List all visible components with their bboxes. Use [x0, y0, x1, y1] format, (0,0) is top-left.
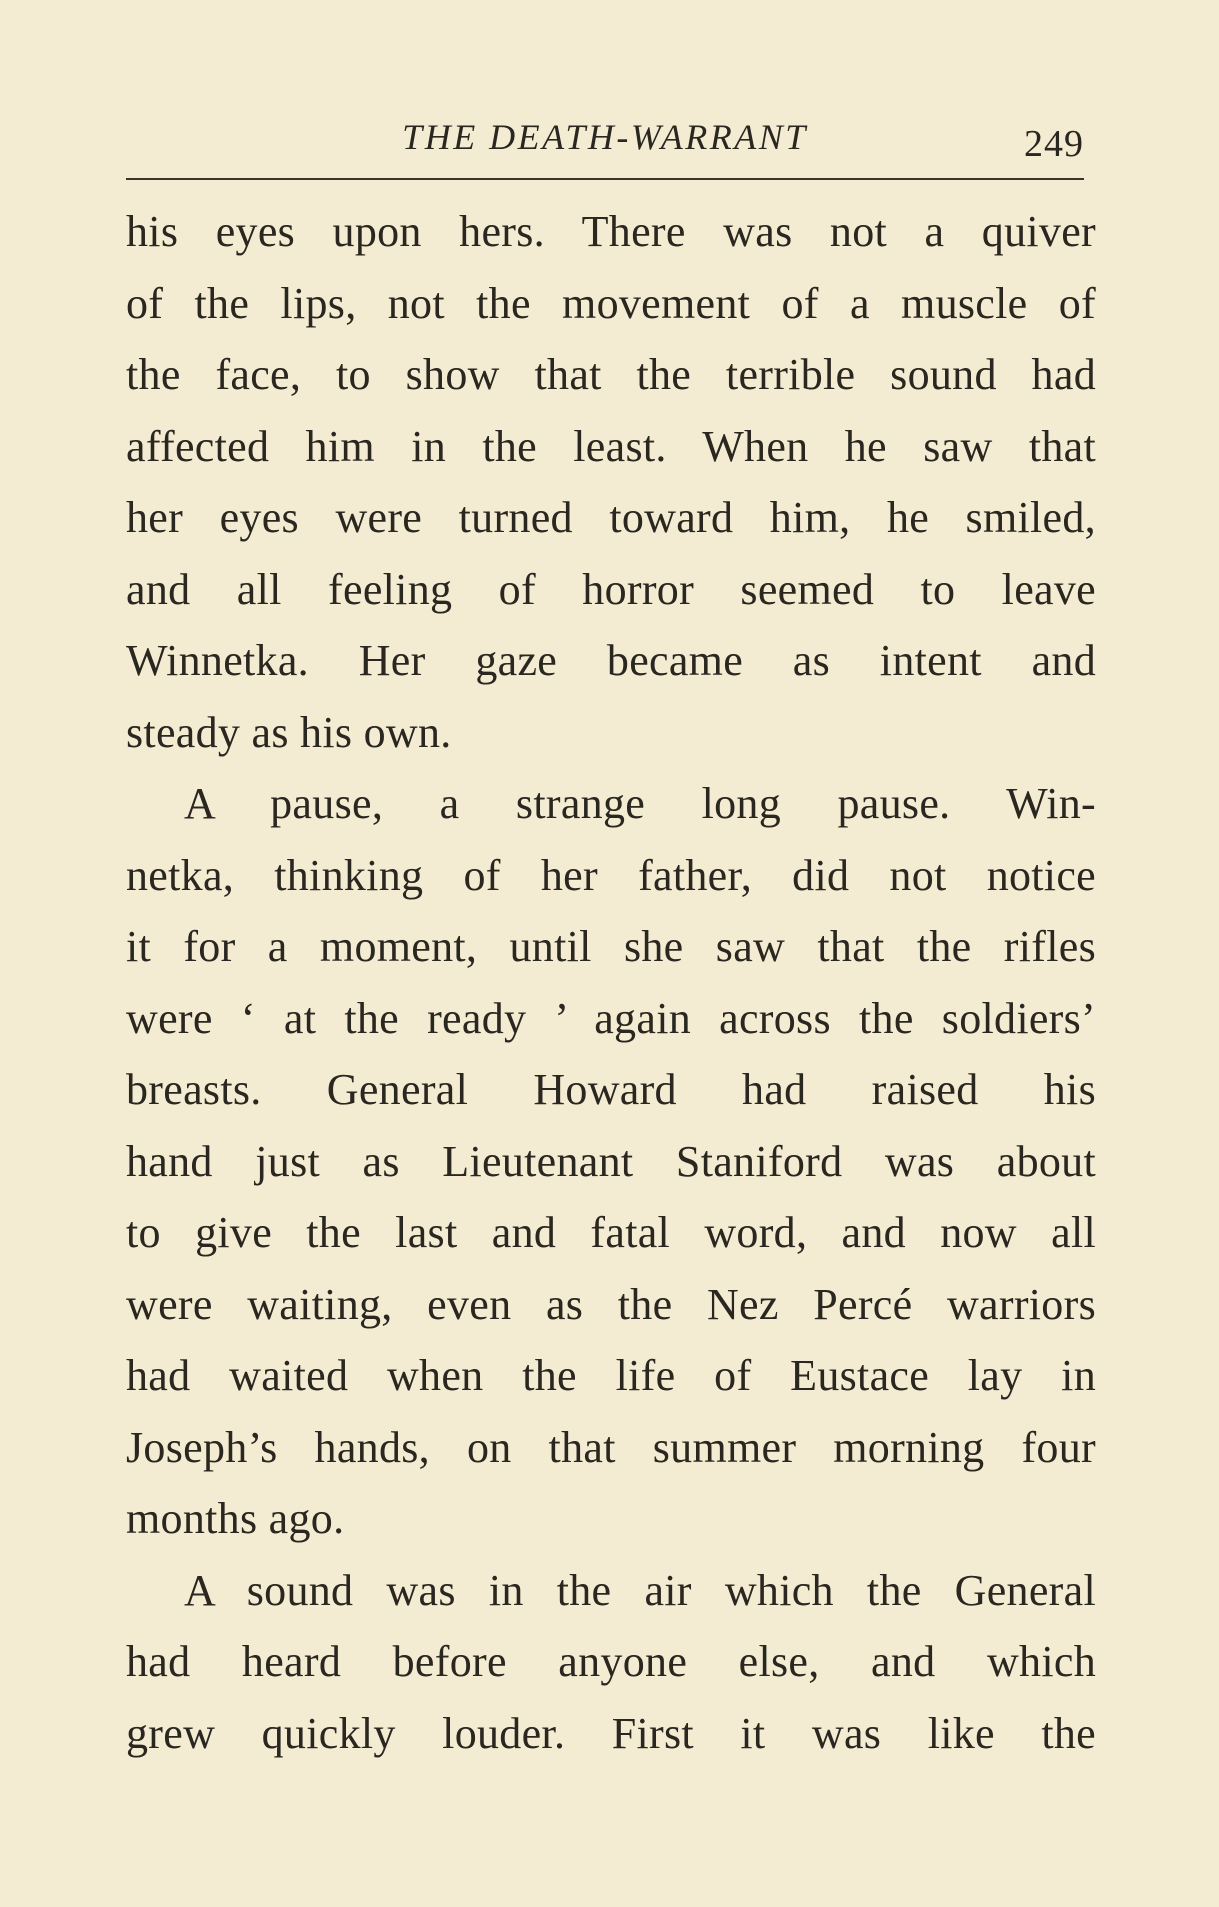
text-line: were ‘ at the ready ’ again across the soldiers’	[126, 993, 1096, 1043]
text-line: had waited when the life of Eustace lay in	[126, 1351, 1096, 1400]
text-line: steady as his own.	[126, 707, 452, 757]
text-line: affected him in the least. When he saw that	[126, 421, 1096, 471]
text-line: to give the last and fatal word, and now all	[126, 1208, 1096, 1257]
text-line: of the lips, not the movement of a muscle of	[126, 278, 1096, 328]
text-line: A pause, a strange long pause. Win-	[184, 779, 1096, 828]
text-line: hand just as Lieutenant Staniford was about	[126, 1136, 1096, 1186]
text-line: his eyes upon hers. There was not a quiver	[126, 207, 1096, 256]
text-line: Winnetka. Her gaze became as intent and	[126, 636, 1096, 685]
text-line: A sound was in the air which the General	[184, 1565, 1096, 1615]
text-line: Joseph’s hands, on that summer morning four	[126, 1422, 1096, 1472]
text-line: were waiting, even as the Nez Percé warriors	[126, 1279, 1096, 1329]
text-line: it for a moment, until she saw that the rifles	[126, 922, 1096, 971]
text-line: her eyes were turned toward him, he smiled,	[126, 493, 1096, 542]
page-number: 249	[1024, 123, 1084, 165]
header-rule	[126, 178, 1084, 180]
text-line: the face, to show that the terrible sound had	[126, 350, 1096, 399]
text-line: breasts. General Howard had raised his	[126, 1065, 1096, 1114]
text-line: months ago.	[126, 1494, 345, 1543]
text-line: grew quickly louder. First it was like the	[126, 1708, 1096, 1758]
text-line: netka, thinking of her father, did not notice	[126, 850, 1096, 900]
running-head	[126, 112, 1084, 172]
text-line: and all feeling of horror seemed to leave	[126, 564, 1096, 614]
body-text	[126, 196, 1096, 1769]
text-line: had heard before anyone else, and which	[126, 1637, 1096, 1686]
running-title: THE DEATH-WARRANT	[402, 117, 808, 157]
